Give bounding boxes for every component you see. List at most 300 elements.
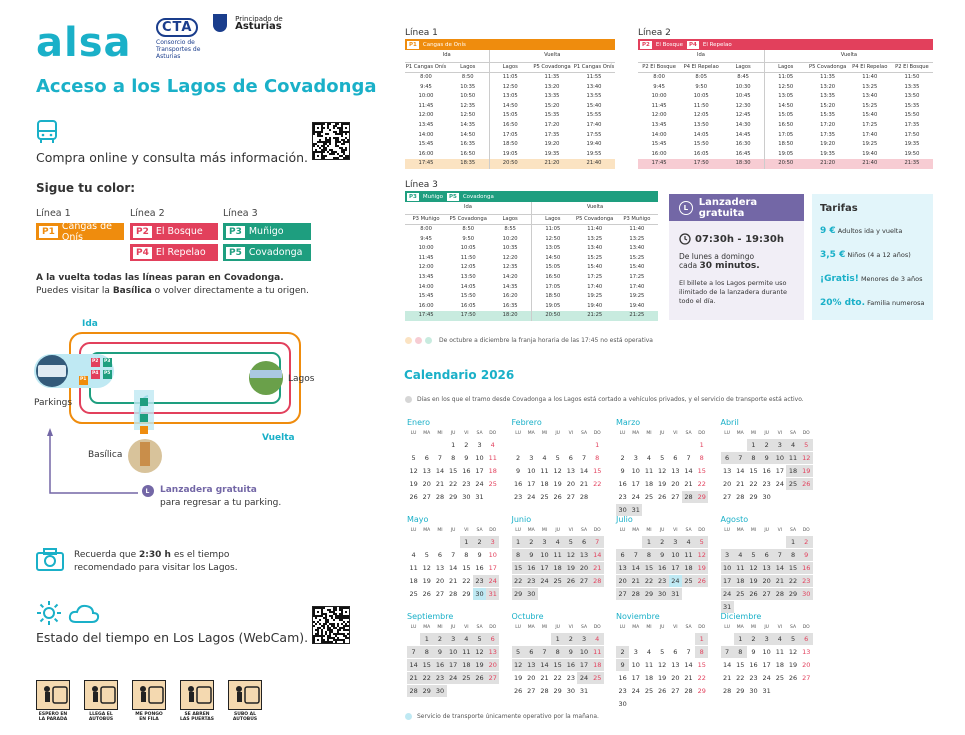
calendar-day[interactable]: 5	[800, 439, 813, 451]
calendar-day[interactable]: 25	[460, 672, 473, 684]
calendar-day[interactable]: 9	[516, 467, 521, 475]
calendar-day[interactable]: 14	[736, 467, 745, 475]
calendar-day[interactable]: 1	[460, 536, 473, 548]
calendar-day[interactable]: 14	[629, 562, 642, 574]
calendar-day[interactable]: 15	[593, 467, 602, 475]
calendar-day[interactable]: 16	[656, 562, 669, 574]
calendar-day[interactable]: 17	[631, 674, 640, 682]
calendar-day[interactable]: 21	[449, 577, 458, 585]
calendar-day[interactable]: 20	[577, 562, 590, 574]
calendar-day[interactable]: 27	[671, 493, 680, 501]
calendar-day[interactable]: 13	[435, 564, 445, 572]
calendar-day[interactable]: 24	[447, 672, 460, 684]
calendar-day[interactable]: 19	[695, 562, 708, 574]
calendar-day[interactable]: 7	[538, 646, 551, 658]
calendar-day[interactable]: 14	[407, 659, 420, 671]
calendar-day[interactable]: 24	[538, 575, 551, 587]
calendar-day[interactable]: 22	[749, 480, 758, 488]
calendar-day[interactable]: 26	[747, 588, 760, 600]
calendar-day[interactable]: 29	[749, 493, 758, 501]
calendar-day[interactable]: 8	[747, 452, 760, 464]
calendar-day[interactable]: 22	[786, 575, 799, 587]
calendar-day[interactable]: 6	[616, 549, 629, 561]
calendar-day[interactable]: 24	[486, 575, 499, 587]
calendar-day[interactable]: 3	[529, 454, 534, 462]
calendar-day[interactable]: 25	[734, 588, 747, 600]
calendar-day[interactable]: 15	[512, 562, 525, 574]
calendar-day[interactable]: 1	[420, 633, 433, 645]
calendar-day[interactable]: 6	[800, 633, 813, 645]
calendar-day[interactable]: 2	[525, 536, 538, 548]
calendar-day[interactable]: 19	[553, 480, 562, 488]
calendar-day[interactable]: 5	[660, 648, 665, 656]
calendar-day[interactable]: 8	[551, 646, 564, 658]
calendar-day[interactable]: 17	[475, 467, 484, 475]
calendar-day[interactable]: 5	[411, 454, 416, 462]
calendar-day[interactable]: 31	[669, 588, 682, 600]
calendar-day[interactable]: 14	[435, 467, 445, 475]
calendar-day[interactable]: 21	[722, 674, 732, 682]
calendar-day[interactable]: 9	[616, 659, 629, 671]
calendar-day[interactable]: 16	[525, 562, 538, 574]
calendar-day[interactable]: 20	[802, 661, 811, 669]
calendar-day[interactable]: 8	[734, 646, 747, 658]
calendar-day[interactable]: 8	[595, 454, 600, 462]
calendar-day[interactable]: 29	[553, 687, 562, 695]
calendar-day[interactable]: 1	[642, 536, 655, 548]
calendar-day[interactable]: 29	[642, 588, 655, 600]
calendar-day[interactable]: 30	[433, 685, 446, 697]
calendar-day[interactable]: 28	[722, 687, 732, 695]
calendar-day[interactable]: 13	[760, 562, 773, 574]
calendar-day[interactable]: 26	[409, 493, 418, 501]
calendar-day[interactable]: 27	[802, 674, 811, 682]
calendar-day[interactable]: 15	[697, 661, 706, 669]
calendar-day[interactable]: 9	[564, 646, 577, 658]
calendar-day[interactable]: 14	[773, 562, 786, 574]
calendar-day[interactable]: 26	[658, 493, 667, 501]
calendar-day[interactable]: 26	[695, 575, 708, 587]
calendar-day[interactable]: 3	[538, 536, 551, 548]
calendar-day[interactable]: 10	[631, 467, 640, 475]
calendar-day[interactable]: 31	[579, 687, 589, 695]
calendar-day[interactable]: 7	[407, 646, 420, 658]
calendar-day[interactable]: 4	[411, 551, 416, 559]
calendar-day[interactable]: 23	[566, 674, 575, 682]
calendar-day[interactable]: 17	[577, 659, 590, 671]
calendar-day[interactable]: 25	[540, 493, 549, 501]
calendar-day[interactable]: 21	[684, 674, 693, 682]
calendar-day[interactable]: 12	[747, 562, 760, 574]
calendar-day[interactable]: 15	[749, 467, 758, 475]
calendar-day[interactable]: 11	[488, 454, 497, 462]
calendar-day[interactable]: 8	[464, 551, 469, 559]
calendar-day[interactable]: 4	[682, 536, 695, 548]
calendar-day[interactable]: 12	[409, 467, 418, 475]
calendar-day[interactable]: 16	[618, 480, 627, 488]
calendar-day[interactable]: 3	[577, 633, 590, 645]
calendar-day[interactable]: 24	[527, 493, 536, 501]
calendar-day[interactable]: 16	[513, 480, 523, 488]
calendar-day[interactable]: 10	[721, 562, 734, 574]
calendar-day[interactable]: 15	[462, 564, 471, 572]
calendar-day[interactable]: 12	[658, 661, 667, 669]
calendar-day[interactable]: 7	[581, 454, 587, 462]
calendar-day[interactable]: 12	[564, 549, 577, 561]
calendar-day[interactable]: 3	[633, 454, 638, 462]
calendar-day[interactable]: 29	[420, 685, 433, 697]
calendar-day[interactable]: 18	[786, 465, 799, 477]
calendar-day[interactable]: 8	[695, 646, 708, 658]
calendar-day[interactable]: 2	[616, 646, 629, 658]
calendar-day[interactable]: 14	[722, 661, 732, 669]
calendar-day[interactable]: 4	[786, 439, 799, 451]
calendar-day[interactable]: 5	[473, 633, 486, 645]
calendar-day[interactable]: 30	[618, 700, 627, 708]
calendar-day[interactable]: 13	[525, 659, 538, 671]
calendar-day[interactable]: 16	[749, 661, 758, 669]
calendar-day[interactable]: 4	[460, 633, 473, 645]
calendar-day[interactable]: 14	[579, 467, 589, 475]
calendar-day[interactable]: 11	[551, 549, 564, 561]
calendar-day[interactable]: 17	[762, 661, 771, 669]
calendar-day[interactable]: 3	[669, 536, 682, 548]
calendar-day[interactable]: 23	[656, 575, 669, 587]
calendar-day[interactable]: 4	[591, 633, 604, 645]
calendar-day[interactable]: 27	[422, 493, 431, 501]
calendar-day[interactable]: 23	[462, 480, 471, 488]
calendar-day[interactable]: 15	[420, 659, 433, 671]
calendar-day[interactable]: 23	[762, 480, 771, 488]
calendar-day[interactable]: 9	[464, 454, 469, 462]
calendar-day[interactable]: 18	[644, 480, 654, 488]
calendar-day[interactable]: 6	[673, 648, 678, 656]
calendar-day[interactable]: 10	[488, 551, 497, 559]
calendar-day[interactable]: 25	[551, 575, 564, 587]
calendar-day[interactable]: 2	[800, 536, 813, 548]
calendar-day[interactable]: 1	[786, 536, 799, 548]
calendar-day[interactable]: 12	[553, 467, 562, 475]
calendar-day[interactable]: 28	[435, 493, 445, 501]
qr-code-webcam[interactable]	[312, 606, 350, 644]
calendar-day[interactable]: 9	[760, 452, 773, 464]
calendar-day[interactable]: 16	[475, 564, 484, 572]
calendar-day[interactable]: 5	[786, 633, 799, 645]
calendar-day[interactable]: 17	[447, 659, 460, 671]
calendar-day[interactable]: 24	[631, 493, 640, 501]
calendar-day[interactable]: 1	[451, 441, 456, 449]
calendar-day[interactable]: 11	[591, 646, 604, 658]
calendar-day[interactable]: 17	[631, 480, 640, 488]
calendar-day[interactable]: 29	[695, 491, 708, 503]
calendar-day[interactable]: 25	[409, 590, 418, 598]
calendar-day[interactable]: 13	[486, 646, 499, 658]
calendar-day[interactable]: 9	[477, 551, 482, 559]
calendar-day[interactable]: 11	[644, 467, 654, 475]
calendar-day[interactable]: 2	[433, 633, 446, 645]
calendar-day[interactable]: 30	[762, 493, 771, 501]
calendar-day[interactable]: 19	[658, 674, 667, 682]
calendar-day[interactable]: 7	[451, 551, 456, 559]
calendar-day[interactable]: 7	[734, 452, 747, 464]
calendar-day[interactable]: 10	[762, 648, 771, 656]
calendar-day[interactable]: 3	[447, 633, 460, 645]
calendar-day[interactable]: 21	[435, 480, 445, 488]
qr-code-online[interactable]	[312, 122, 350, 160]
calendar-day[interactable]: 18	[591, 659, 604, 671]
calendar-day[interactable]: 18	[488, 467, 497, 475]
calendar-day[interactable]: 14	[591, 549, 604, 561]
calendar-day[interactable]: 22	[593, 480, 602, 488]
calendar-day[interactable]: 4	[773, 633, 786, 645]
calendar-day[interactable]: 10	[447, 646, 460, 658]
calendar-day[interactable]: 27	[527, 687, 536, 695]
calendar-day[interactable]: 6	[525, 646, 538, 658]
calendar-day[interactable]: 30	[566, 687, 575, 695]
calendar-day[interactable]: 24	[762, 674, 771, 682]
calendar-day[interactable]: 1	[747, 439, 760, 451]
calendar-day[interactable]: 17	[669, 562, 682, 574]
calendar-day[interactable]: 26	[564, 575, 577, 587]
calendar-day[interactable]: 16	[564, 659, 577, 671]
calendar-day[interactable]: 12	[695, 549, 708, 561]
calendar-day[interactable]: 1	[734, 633, 747, 645]
calendar-day[interactable]: 22	[736, 674, 745, 682]
calendar-day[interactable]: 20	[616, 575, 629, 587]
calendar-day[interactable]: 14	[538, 659, 551, 671]
calendar-day[interactable]: 21	[629, 575, 642, 587]
calendar-day[interactable]: 3	[477, 441, 482, 449]
calendar-day[interactable]: 21	[579, 480, 589, 488]
calendar-day[interactable]: 14	[684, 467, 693, 475]
calendar-day[interactable]: 22	[512, 575, 525, 587]
calendar-day[interactable]: 22	[697, 480, 706, 488]
calendar-day[interactable]: 23	[749, 674, 758, 682]
calendar-day[interactable]: 18	[409, 577, 418, 585]
calendar-day[interactable]: 4	[646, 454, 652, 462]
calendar-day[interactable]: 25	[775, 674, 784, 682]
calendar-day[interactable]: 18	[540, 480, 549, 488]
calendar-day[interactable]: 5	[564, 536, 577, 548]
calendar-day[interactable]: 2	[620, 454, 625, 462]
calendar-day[interactable]: 19	[800, 465, 813, 477]
calendar-day[interactable]: 15	[642, 562, 655, 574]
calendar-day[interactable]: 3	[773, 439, 786, 451]
calendar-day[interactable]: 24	[631, 687, 640, 695]
calendar-day[interactable]: 26	[553, 493, 562, 501]
calendar-day[interactable]: 31	[762, 687, 771, 695]
calendar-day[interactable]: 9	[433, 646, 446, 658]
calendar-day[interactable]: 7	[686, 454, 691, 462]
calendar-day[interactable]: 7	[773, 549, 786, 561]
calendar-day[interactable]: 8	[642, 549, 655, 561]
calendar-day[interactable]: 14	[449, 564, 458, 572]
calendar-day[interactable]: 18	[644, 674, 654, 682]
calendar-day[interactable]: 4	[542, 454, 547, 462]
calendar-day[interactable]: 18	[734, 575, 747, 587]
calendar-day[interactable]: 24	[577, 672, 590, 684]
calendar-day[interactable]: 22	[462, 577, 471, 585]
calendar-day[interactable]: 6	[577, 536, 590, 548]
calendar-day[interactable]: 18	[775, 661, 784, 669]
calendar-day[interactable]: 20	[486, 659, 499, 671]
calendar-day[interactable]: 5	[747, 549, 760, 561]
calendar-day[interactable]: 6	[721, 452, 734, 464]
calendar-day[interactable]: 8	[451, 454, 456, 462]
calendar-day[interactable]: 31	[486, 588, 499, 600]
calendar-day[interactable]: 11	[786, 452, 799, 464]
calendar-day[interactable]: 30	[749, 687, 758, 695]
calendar-day[interactable]: 29	[449, 493, 458, 501]
calendar-day[interactable]: 6	[568, 454, 573, 462]
calendar-day[interactable]: 11	[644, 661, 654, 669]
calendar-day[interactable]: 28	[682, 491, 695, 503]
calendar-day[interactable]: 26	[658, 687, 667, 695]
calendar-day[interactable]: 17	[538, 562, 551, 574]
calendar-day[interactable]: 9	[656, 549, 669, 561]
calendar-day[interactable]: 21	[407, 672, 420, 684]
calendar-day[interactable]: 15	[551, 659, 564, 671]
calendar-day[interactable]: 28	[540, 687, 549, 695]
calendar-day[interactable]: 22	[420, 672, 433, 684]
calendar-day[interactable]: 11	[409, 564, 418, 572]
calendar-day[interactable]: 9	[800, 549, 813, 561]
calendar-day[interactable]: 2	[747, 633, 760, 645]
calendar-day[interactable]: 21	[736, 480, 745, 488]
calendar-day[interactable]: 11	[540, 467, 549, 475]
calendar-day[interactable]: 18	[460, 659, 473, 671]
calendar-day[interactable]: 13	[616, 562, 629, 574]
calendar-day[interactable]: 31	[629, 504, 642, 516]
calendar-day[interactable]: 23	[800, 575, 813, 587]
calendar-day[interactable]: 5	[695, 536, 708, 548]
calendar-day[interactable]: 7	[591, 536, 604, 548]
calendar-day[interactable]: 5	[660, 454, 665, 462]
calendar-day[interactable]: 7	[629, 549, 642, 561]
calendar-day[interactable]: 20	[527, 674, 536, 682]
calendar-day[interactable]: 1	[699, 441, 704, 449]
calendar-day[interactable]: 1	[595, 441, 600, 449]
calendar-day[interactable]: 3	[721, 549, 734, 561]
calendar-day[interactable]: 1	[512, 536, 525, 548]
calendar-day[interactable]: 25	[488, 480, 497, 488]
calendar-day[interactable]: 7	[721, 646, 734, 658]
calendar-day[interactable]: 26	[473, 672, 486, 684]
calendar-day[interactable]: 18	[682, 562, 695, 574]
calendar-day[interactable]: 12	[422, 564, 431, 572]
calendar-day[interactable]: 20	[671, 674, 680, 682]
calendar-day[interactable]: 19	[658, 480, 667, 488]
calendar-day[interactable]: 25	[682, 575, 695, 587]
calendar-day[interactable]: 4	[490, 441, 495, 449]
calendar-day[interactable]: 12	[800, 452, 813, 464]
calendar-day[interactable]: 28	[407, 685, 420, 697]
calendar-day[interactable]: 25	[786, 478, 799, 490]
calendar-day[interactable]: 23	[618, 493, 627, 501]
calendar-day[interactable]: 27	[577, 575, 590, 587]
calendar-day[interactable]: 1	[695, 633, 708, 645]
calendar-day[interactable]: 15	[736, 661, 745, 669]
calendar-day[interactable]: 12	[473, 646, 486, 658]
calendar-day[interactable]: 29	[736, 687, 745, 695]
calendar-day[interactable]: 28	[629, 588, 642, 600]
calendar-day[interactable]: 9	[751, 648, 756, 656]
calendar-day[interactable]: 15	[786, 562, 799, 574]
calendar-day[interactable]: 23	[618, 687, 627, 695]
calendar-day[interactable]: 25	[591, 672, 604, 684]
calendar-day[interactable]: 19	[513, 674, 523, 682]
calendar-day[interactable]: 2	[656, 536, 669, 548]
calendar-day[interactable]: 19	[473, 659, 486, 671]
calendar-day[interactable]: 22	[697, 674, 706, 682]
calendar-day[interactable]: 11	[734, 562, 747, 574]
calendar-day[interactable]: 26	[422, 590, 431, 598]
calendar-day[interactable]: 22	[553, 674, 562, 682]
calendar-day[interactable]: 4	[551, 536, 564, 548]
calendar-day[interactable]: 21	[591, 562, 604, 574]
calendar-day[interactable]: 10	[669, 549, 682, 561]
calendar-day[interactable]: 13	[802, 648, 811, 656]
calendar-day[interactable]: 26	[788, 674, 798, 682]
calendar-day[interactable]: 7	[686, 648, 691, 656]
calendar-day[interactable]: 4	[646, 648, 652, 656]
calendar-day[interactable]: 27	[435, 590, 445, 598]
calendar-day[interactable]: 24	[475, 480, 484, 488]
calendar-day[interactable]: 17	[488, 564, 497, 572]
calendar-day[interactable]: 16	[462, 467, 471, 475]
calendar-day[interactable]: 17	[721, 575, 734, 587]
calendar-day[interactable]: 6	[437, 551, 443, 559]
calendar-day[interactable]: 2	[516, 454, 521, 462]
calendar-day[interactable]: 20	[566, 480, 575, 488]
calendar-day[interactable]: 29	[462, 590, 471, 598]
calendar-day[interactable]: 16	[433, 659, 446, 671]
calendar-day[interactable]: 28	[449, 590, 458, 598]
calendar-day[interactable]: 16	[800, 562, 813, 574]
calendar-day[interactable]: 8	[420, 646, 433, 658]
calendar-day[interactable]: 10	[475, 454, 484, 462]
calendar-day[interactable]: 6	[486, 633, 499, 645]
calendar-day[interactable]: 29	[786, 588, 799, 600]
calendar-day[interactable]: 27	[566, 493, 575, 501]
calendar-day[interactable]: 19	[409, 480, 418, 488]
calendar-day[interactable]: 13	[722, 467, 732, 475]
calendar-day[interactable]: 13	[671, 467, 680, 475]
calendar-day[interactable]: 17	[527, 480, 536, 488]
calendar-day[interactable]: 27	[671, 687, 680, 695]
calendar-day[interactable]: 4	[734, 549, 747, 561]
calendar-day[interactable]: 23	[525, 575, 538, 587]
calendar-day[interactable]: 2	[464, 441, 469, 449]
calendar-day[interactable]: 26	[513, 687, 523, 695]
calendar-day[interactable]: 29	[512, 588, 525, 600]
calendar-day[interactable]: 6	[424, 454, 429, 462]
calendar-day[interactable]: 28	[773, 588, 786, 600]
calendar-day[interactable]: 9	[620, 467, 625, 475]
calendar-day[interactable]: 15	[697, 467, 706, 475]
calendar-day[interactable]: 20	[435, 577, 445, 585]
calendar-day[interactable]: 2	[760, 439, 773, 451]
calendar-day[interactable]: 16	[618, 674, 627, 682]
calendar-day[interactable]: 31	[721, 601, 734, 613]
calendar-day[interactable]: 1	[551, 633, 564, 645]
calendar-day[interactable]: 13	[422, 467, 431, 475]
calendar-day[interactable]: 21	[684, 480, 693, 488]
calendar-day[interactable]: 31	[475, 493, 484, 501]
calendar-day[interactable]: 24	[721, 588, 734, 600]
calendar-day[interactable]: 30	[656, 588, 669, 600]
calendar-day[interactable]: 26	[800, 478, 813, 490]
